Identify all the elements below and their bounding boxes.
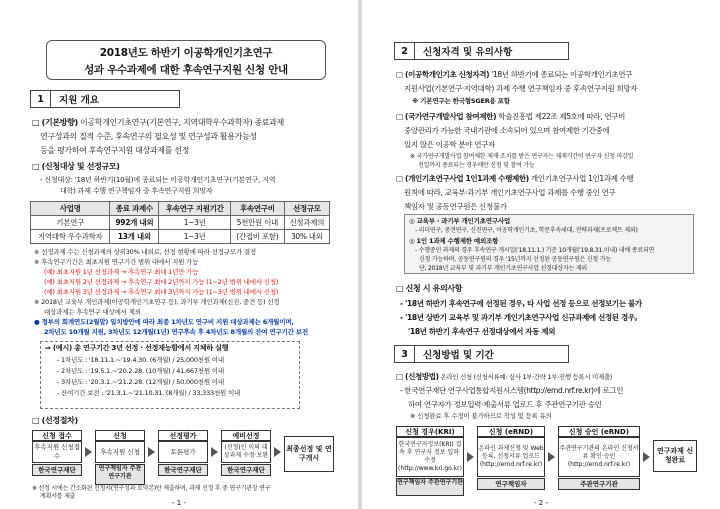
note-1: ※ 선정과제 수는 신청과제의 상위30% 내외로, 선정 현황에 따라 선정규모가 결정: [34, 248, 256, 256]
section-header-eligibility: [394, 42, 569, 60]
arrow-right-icon: [548, 452, 555, 462]
one-project-line-3: 책임자 및 공동연구원은 신청불가: [404, 202, 507, 211]
example-heading: ⇒ (예시) 총 연구기간 3년 선정 · 선정재능함에서 지체하 실행: [45, 344, 229, 352]
restriction-note-2: 전일까지 종료되는 경우에만 신청 및 참여 가능: [418, 162, 535, 169]
exception-line-2: - 수행중인 과제의 경우 후속연구 개시일('18.11.1.) 기준 10개월('19.8.31.이내) 내에 종료되면: [415, 247, 655, 254]
restriction-line-2: 중앙관리가 가능한 국내기관에 소속되어 있으며 참여제한 기간중에: [404, 126, 610, 135]
exception-info-box: [404, 214, 694, 274]
note-7: 대상과제는 후속연구 대상에서 제외: [44, 308, 141, 316]
funding-table: [30, 201, 330, 244]
exception-heading-1: ◎ 교육부 · 과기부 개인기초연구사업: [409, 217, 511, 225]
application-complete-box: 연구과제 신청완료: [653, 440, 697, 472]
flow-step-org: 한국연구재단: [221, 464, 271, 476]
warning-line-3: '18년 하반기 후속연구 선정대상에서 자동 제외: [408, 327, 556, 336]
section-label: 지원 개요: [59, 95, 100, 106]
flow-step-body: 주관연구기관의 온라인 신청서류 확인·승인 (http://ernd.nrf.re.kr): [558, 437, 640, 477]
flow-step-org: 한국연구재단: [32, 464, 82, 476]
note-6: ※ 2018년 교육부 개인과제(이공학개인기초연구 등), 과기부 개인과제(신진, 중견 등) 선정: [34, 298, 280, 306]
arrow-right-icon: [85, 447, 92, 457]
method-line-2: 하여 연구자가 정보입력·제출서류 업로드 후 주관연구기관 승인: [408, 400, 602, 409]
eligibility-note: ※ 기본연구는 한국형SGER용 포함: [412, 97, 510, 105]
purpose-line-2: 연구성과의 질적 수준, 후속연구의 필요성 및 연구성과 활용가능성: [40, 132, 257, 141]
arrow-right-icon: [643, 452, 650, 462]
one-project-line-1: [396, 172, 633, 185]
restriction-line-1: [396, 110, 625, 123]
flow-step-title: 선정평가: [158, 430, 208, 441]
note-2: ※ 후속연구기간은 최초지원 연구기간 범위 내에서 지원 가능: [34, 258, 199, 266]
table-cell: 기본연구: [31, 216, 110, 230]
table-cell: 13개 내외: [110, 230, 159, 244]
table-cell: 1~3년: [159, 230, 231, 244]
flow-step-title: 신청: [95, 430, 145, 441]
eligibility-line-2: 지원사업(기본연구·지역대학) 과제 수행 연구책임자 중 후속연구지원 희망자: [404, 84, 638, 93]
document-title-line1: 2018년도 하반기 이공학개인기초연구: [99, 47, 273, 59]
section-label: 신청자격 및 유의사항: [423, 47, 513, 58]
table-cell: 992개 내외: [110, 216, 159, 230]
table-row: [31, 216, 330, 230]
document-title-line2: 성과 우수과제에 대한 후속연구지원 신청 안내: [84, 64, 288, 76]
table-header-row: [31, 202, 330, 216]
exception-line-3: 신청 가능하며, 공동연구원의 경우 '15년까지 선정된 공동연구원은 신청 가능: [419, 256, 611, 263]
arrow-right-icon: [467, 452, 474, 462]
example-row-3: - 3차년도 : '20.3.1.~'21.2.28. (12개월) / 50,000천원 이내: [57, 378, 224, 386]
method-note: ※ 신청완료 후 수정이 불가하므로 작성 및 등록 유의: [410, 412, 552, 420]
flow-step-body: 한국연구자정보(KRI) 접속 후 연구자 정보 입력·수정 (http://www.kri.go.kr): [396, 437, 464, 477]
exception-line-4: 단, 2018년 교육부 및 과기부 개인기초연구사업 선정대상자는 제외: [419, 265, 588, 272]
restriction-line-3: 있지 않은 이공학 분야 연구자: [404, 140, 495, 149]
note-3: (예) 최초지원 1년 선정과제 → 후속연구 최대 1년만 가능: [44, 268, 199, 276]
page-number: - 1 -: [172, 499, 186, 507]
example-row-2: - 2차년도 : '19.5.1.~'20.2.28. (10개월) / 41,667천원 이내: [57, 367, 224, 375]
eligibility-text: '18년 하반기에 종료되는 이공학개인기초연구: [489, 70, 633, 79]
purpose-heading: □ (기본방향): [32, 118, 78, 127]
final-selection-box: 최종선정 및 연구개시: [284, 436, 334, 472]
note-8: ● 정부의 회계연도(2월말) 일치방안에 따라 최종 1차년도 연구비 지원 대상과제는 6개월이며,: [34, 318, 294, 326]
flow-step-org: 연구책임자 주관연구기관: [396, 478, 464, 496]
section-number: 3: [395, 346, 415, 362]
flow-step-title: 신청 접수: [32, 430, 82, 441]
flow-step-title: 신청 경우(KRI): [396, 426, 464, 437]
section-header-method: [394, 345, 569, 363]
method-line-1: - 한국연구재단 연구사업통합지원시스템(http://ernd.nrf.re.kr)에 로그인: [400, 386, 624, 395]
procedure-heading: □ (선정절차): [32, 416, 78, 425]
page-number: - 2 -: [534, 499, 548, 507]
table-cell: (간접비 포함): [230, 230, 284, 244]
table-cell: 30% 내외: [284, 230, 329, 244]
document-title-box: [46, 40, 326, 80]
target-heading: □ (신청대상 및 선정규모): [32, 162, 120, 171]
arrow-right-icon: [148, 447, 155, 457]
flow-step-org: 주관연구기관: [558, 478, 640, 490]
flow-step-org: 한국연구재단: [158, 464, 208, 476]
target-line-1: - 신청대상: '18년 하반기(10월)에 종료되는 이공학개인기초연구(기본연구, 지역: [40, 176, 276, 184]
arrow-right-icon: [211, 447, 218, 457]
note-4: (예) 최초지원 2년 선정과제 → 후속연구 최대 2년까지 가능 (1~2년 범위 내에서 신청): [44, 278, 279, 286]
example-row-1: - 1차년도 : '18.11.1.~'19.4.30. (6개월) / 25,000천원 이내: [57, 356, 224, 364]
section-number: 2: [395, 43, 415, 59]
purpose-line-3: 등을 평가하여 후속연구지원 대상과제를 선정: [40, 146, 189, 155]
table-cell: 지역대학 우수과학자: [31, 230, 110, 244]
table-cell: 1~3년: [159, 216, 231, 230]
flow-step-body: 후속지원 신청접수: [32, 441, 82, 463]
section-label: 신청방법 및 기간: [423, 350, 494, 361]
flow-step-title: 신청 (eRND): [477, 426, 545, 437]
method-heading: □ (신청방법): [396, 372, 439, 381]
arrow-right-icon: [274, 447, 281, 457]
eligibility-heading: □ (이공학개인기초 신청자격): [396, 70, 490, 79]
table-header-cell: 종료 과제수: [110, 202, 159, 216]
table-header-cell: 후속연구 지원기간: [159, 202, 231, 216]
note-5: (예) 최초지원 3년 선정과제 → 후속연구 최대 3년까지 가능 (1~3년 범위 내에서 신청): [44, 288, 279, 296]
flow-step-body: 토론평가: [158, 441, 208, 463]
flow-step-title: 예비선정: [221, 430, 271, 441]
flow-step-org: 연구책임자: [477, 478, 545, 490]
example-row-4: - 잔여기간 보전 : '21.3.1.~'21.10.31. (8개월) / 33,333천원 이내: [57, 389, 241, 397]
restriction-text: 학술진흥법 제22조 제5호에 따라, 연구비: [496, 112, 626, 121]
table-header-cell: 후속연구비: [230, 202, 284, 216]
exception-heading-2: ◎ 1인 1과제 수행제한 예외조항: [409, 237, 499, 245]
example-box: [40, 341, 300, 409]
exception-line-1: - 리더연구, 중견연구, 신진연구, 이공학개인기초, 학문후속세대, 전략과제(프로젝트 제외): [415, 227, 638, 234]
table-header-cell: 사업명: [31, 202, 110, 216]
one-project-line-2: 원칙에 따라, 교육부·과기부 개인기초연구사업 과제를 수행 중인 연구: [404, 188, 616, 197]
one-project-text: 개인기초연구사업 1인1과제 수행: [528, 174, 634, 183]
flow-step-body: 온라인 과제신청 및 Web 등록, 신청서류 업로드 (http://ernd.nrf.re.kr): [477, 437, 545, 477]
purpose-line-1: [32, 116, 284, 129]
document-page-2: [362, 0, 720, 509]
note-9: 2차년도 10개월 지원, 3차년도 12개월(1년) 연구후속 후 4차년도 8개월의 잔여 연구기간 보전: [44, 328, 308, 336]
method-intro: 온라인 신청 (신청서류예: 심사 1부·간략 1부·진행 등록시 미제출): [438, 373, 612, 381]
restriction-note-1: ※ 국가연구개발사업 참여제한 제재 조치를 받은 연구자는 제재기간이 연구자 신청 마감일: [410, 153, 634, 160]
flow-step-org: 연구책임자 주관연구기관: [95, 464, 145, 485]
table-cell: 5천만원 이내: [230, 216, 284, 230]
section-number: 1: [31, 91, 51, 107]
target-line-2: 대학) 과제 수행 연구책임자 중 후속연구지원 희망자: [60, 187, 213, 195]
one-project-heading: □ (개인기초연구사업 1인1과제 수행제한): [396, 174, 529, 183]
flow-step-body: 후속지원 신청: [95, 441, 145, 463]
table-header-cell: 선정규모: [284, 202, 329, 216]
purpose-text: 이공학개인기초연구(기본연구, 지역대학우수과학자) 종료과제: [77, 118, 284, 127]
restriction-heading: □ (국가연구개발사업 참여제한): [396, 112, 497, 121]
eligibility-line-1: [396, 68, 632, 81]
section-header-overview: [30, 90, 180, 108]
table-cell: 신청과제의: [284, 216, 329, 230]
table-row: [31, 230, 330, 244]
flow-step-title: 신청 승인 (eRND): [558, 426, 640, 437]
flow-step-body: (선정)인 이의 대상과제 수정·보완: [221, 441, 271, 463]
warning-line-2: - '18년 상반기 교육부 및 과기부 개인기초연구사업 신규과제에 선정된 경우,: [400, 313, 638, 322]
procedure-note-1: ※ 선정 시에는 간소화된 신청서(연구성과 요약본)만 제출하며, 과제 선정 후 중 연구기관장 연구: [32, 485, 271, 492]
method-line-0: [396, 370, 612, 384]
document-page-1: [0, 0, 358, 509]
warning-line-1: - '18년 하반기 후속연구에 선정된 경우, 타 사업 선정 등으로 선정보기는 불가: [400, 299, 642, 308]
procedure-note-2: 계획서를 제출: [40, 493, 76, 500]
warning-heading: □ 신청 시 유의사항: [396, 284, 463, 293]
